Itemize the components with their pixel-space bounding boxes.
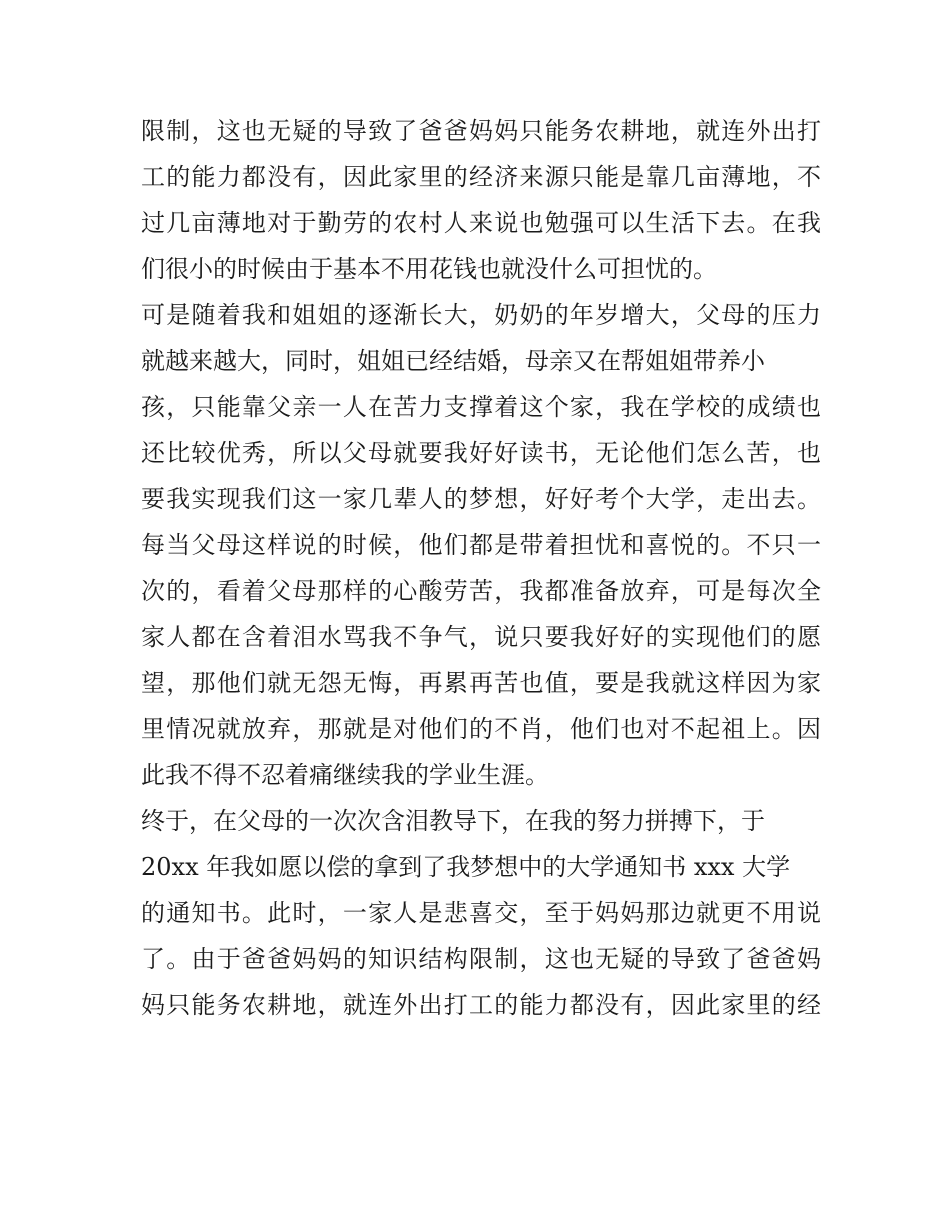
text-line: 们很小的时候由于基本不用花钱也就没什么可担忧的。 — [141, 255, 717, 283]
text-line: 20xx 年我如愿以偿的拿到了我梦想中的大学通知书 xxx 大学 — [141, 853, 791, 881]
text-line: 里情况就放弃，那就是对他们的不肖，他们也对不起祖上。因 — [141, 715, 821, 743]
text-line: 望，那他们就无怨无悔，再累再苦也值，要是我就这样因为家 — [141, 669, 821, 697]
body-text — [141, 108, 821, 1028]
text-line: 孩，只能靠父亲一人在苦力支撑着这个家，我在学校的成绩也 — [141, 393, 821, 421]
text-line: 可是随着我和姐姐的逐渐长大，奶奶的年岁增大，父母的压力 — [141, 301, 821, 329]
text-line: 过几亩薄地对于勤劳的农村人来说也勉强可以生活下去。在我 — [141, 209, 821, 237]
text-line: 终于，在父母的一次次含泪教导下，在我的努力拼搏下，于 — [141, 807, 765, 835]
text-line: 妈只能务农耕地，就连外出打工的能力都没有，因此家里的经 — [141, 991, 821, 1019]
text-line: 次的，看着父母那样的心酸劳苦，我都准备放弃，可是每次全 — [141, 577, 821, 605]
text-line: 要我实现我们这一家几辈人的梦想，好好考个大学，走出去。 — [141, 485, 821, 513]
text-line: 还比较优秀，所以父母就要我好好读书，无论他们怎么苦，也 — [141, 439, 821, 467]
text-line: 此我不得不忍着痛继续我的学业生涯。 — [141, 761, 549, 789]
text-line: 限制，这也无疑的导致了爸爸妈妈只能务农耕地，就连外出打 — [141, 117, 821, 145]
text-line: 的通知书。此时，一家人是悲喜交，至于妈妈那边就更不用说 — [141, 899, 821, 927]
text-line: 家人都在含着泪水骂我不争气，说只要我好好的实现他们的愿 — [141, 623, 821, 651]
text-line: 工的能力都没有，因此家里的经济来源只能是靠几亩薄地，不 — [141, 163, 821, 191]
text-line: 每当父母这样说的时候，他们都是带着担忧和喜悦的。不只一 — [141, 531, 821, 559]
text-line: 了。由于爸爸妈妈的知识结构限制，这也无疑的导致了爸爸妈 — [141, 945, 821, 973]
text-line: 就越来越大，同时，姐姐已经结婚，母亲又在帮姐姐带养小 — [141, 347, 765, 375]
